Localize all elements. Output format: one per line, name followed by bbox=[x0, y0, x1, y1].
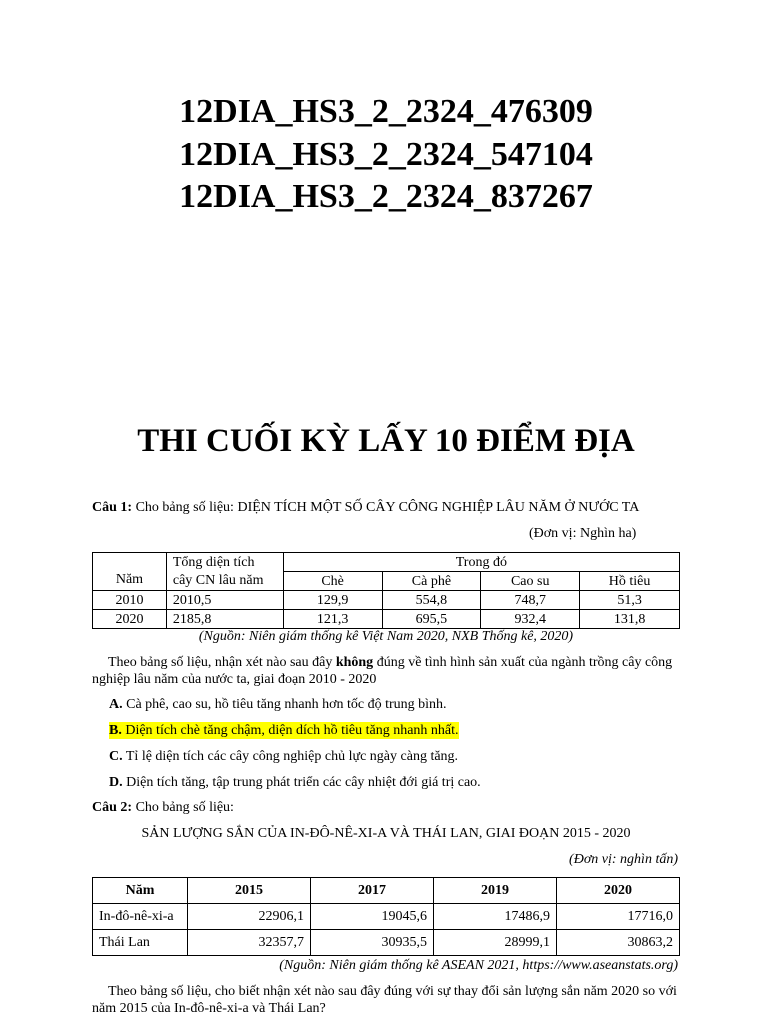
q1-cell: 554,8 bbox=[382, 591, 481, 610]
q1-cell: 932,4 bbox=[481, 610, 580, 629]
q2-cell: 17486,9 bbox=[434, 904, 557, 930]
q1-option-d-text: Diện tích tăng, tập trung phát triển các cây nhiệt đới giá trị cao. bbox=[122, 775, 481, 790]
q1-intro-text: Cho bảng số liệu: bbox=[132, 500, 238, 515]
q2-col-2015: 2015 bbox=[188, 878, 311, 904]
exam-code-1: 12DIA_HS3_2_2324_476309 bbox=[179, 93, 593, 130]
q1-label: Câu 1: bbox=[92, 500, 133, 515]
q1-cell: 51,3 bbox=[580, 591, 680, 610]
table-row bbox=[93, 930, 680, 956]
q2-cell: 28999,1 bbox=[434, 930, 557, 956]
page-title: THI CUỐI KỲ LẤY 10 ĐIỂM ĐỊA bbox=[137, 423, 635, 459]
q2-cell: 22906,1 bbox=[188, 904, 311, 930]
q2-source: (Nguồn: Niên giám thống kê ASEAN 2021, https://www.aseanstats.org) bbox=[279, 958, 678, 973]
q1-subcol-hotieu: Hồ tiêu bbox=[580, 572, 680, 591]
q2-col-2020: 2020 bbox=[556, 878, 679, 904]
q1-col-total-line1: Tổng diện tích bbox=[166, 553, 283, 572]
q1-subcol-caphe: Cà phê bbox=[382, 572, 481, 591]
q1-option-d[interactable] bbox=[109, 774, 481, 791]
q2-cell: 17716,0 bbox=[556, 904, 679, 930]
q1-cell: 131,8 bbox=[580, 610, 680, 629]
q1-cell: 748,7 bbox=[481, 591, 580, 610]
q1-option-a-text: Cà phê, cao su, hồ tiêu tăng nhanh hơn tốc độ trung bình. bbox=[122, 697, 447, 712]
exam-code-2: 12DIA_HS3_2_2324_547104 bbox=[179, 136, 593, 173]
q2-table-header-row bbox=[93, 878, 680, 904]
q1-cell: 129,9 bbox=[283, 591, 382, 610]
q2-intro-text: Cho bảng số liệu: bbox=[132, 800, 234, 815]
q2-row-name: In-đô-nê-xi-a bbox=[93, 904, 188, 930]
q1-stem-bold: không bbox=[335, 655, 374, 670]
q2-cell: 19045,6 bbox=[311, 904, 434, 930]
q2-cell: 30935,5 bbox=[311, 930, 434, 956]
q1-cell-year: 2020 bbox=[93, 610, 167, 629]
q1-option-b-text: Diện tích chè tăng chậm, diện dích hồ tiêu tăng nhanh nhất. bbox=[121, 723, 459, 738]
q1-intro bbox=[92, 499, 639, 516]
q1-stem-part2: đúng về tình hình sản xuất của ngành trồng cây công nghiệp lâu năm của nước ta, giai đoạn 2010 - 2020 bbox=[92, 655, 673, 687]
q2-row-name: Thái Lan bbox=[93, 930, 188, 956]
q2-stem: Theo bảng số liệu, cho biết nhận xét nào sau đây đúng với sự thay đổi sản lượng sắn năm 2020 so với năm 2015 của In-đô-nê-xi-a và Thái Lan? bbox=[92, 984, 677, 1016]
q1-col-group: Trong đó bbox=[283, 553, 679, 572]
q1-option-b[interactable] bbox=[109, 722, 459, 739]
q1-cell: 121,3 bbox=[283, 610, 382, 629]
q1-cell-total: 2185,8 bbox=[166, 610, 283, 629]
q1-option-c-letter: C. bbox=[109, 749, 123, 764]
q1-stem bbox=[92, 654, 684, 688]
q1-col-total-line2: cây CN lâu năm bbox=[166, 572, 283, 591]
q2-intro bbox=[92, 799, 234, 816]
q1-subcol-che: Chè bbox=[283, 572, 382, 591]
q1-table-subheader-row bbox=[93, 572, 680, 591]
q2-col-2017: 2017 bbox=[311, 878, 434, 904]
q2-table-title: SẢN LƯỢNG SẮN CỦA IN-ĐÔ-NÊ-XI-A VÀ THÁI LAN, GIAI ĐOẠN 2015 - 2020 bbox=[141, 826, 631, 841]
q2-table bbox=[92, 877, 680, 956]
q1-source: (Nguồn: Niên giám thống kê Việt Nam 2020, NXB Thống kê, 2020) bbox=[198, 629, 574, 644]
q1-subcol-caosu: Cao su bbox=[481, 572, 580, 591]
q1-cell: 695,5 bbox=[382, 610, 481, 629]
q1-cell-total: 2010,5 bbox=[166, 591, 283, 610]
q1-col-year: Năm bbox=[93, 553, 167, 591]
q1-cell-year: 2010 bbox=[93, 591, 167, 610]
q1-option-c[interactable] bbox=[109, 748, 458, 765]
q2-cell: 32357,7 bbox=[188, 930, 311, 956]
q1-table-header-row bbox=[93, 553, 680, 572]
q1-option-a[interactable] bbox=[109, 696, 447, 713]
q1-option-d-letter: D. bbox=[109, 775, 123, 790]
q2-col-year: Năm bbox=[93, 878, 188, 904]
q1-unit: (Đơn vị: Nghìn ha) bbox=[529, 526, 637, 541]
q1-option-a-letter: A. bbox=[109, 697, 123, 712]
exam-code-3: 12DIA_HS3_2_2324_837267 bbox=[179, 178, 593, 215]
q2-label: Câu 2: bbox=[92, 800, 133, 815]
q2-col-2019: 2019 bbox=[434, 878, 557, 904]
q1-stem-part1: Theo bảng số liệu, nhận xét nào sau đây bbox=[108, 655, 336, 670]
q1-option-b-letter: B. bbox=[109, 723, 122, 738]
q1-table-title: DIỆN TÍCH MỘT SỐ CÂY CÔNG NGHIỆP LÂU NĂM Ở NƯỚC TA bbox=[237, 500, 640, 515]
table-row bbox=[93, 610, 680, 629]
table-row bbox=[93, 591, 680, 610]
q2-unit: (Đơn vị: nghìn tấn) bbox=[569, 852, 678, 867]
q1-table bbox=[92, 552, 680, 629]
q2-cell: 30863,2 bbox=[556, 930, 679, 956]
q1-option-c-text: Tỉ lệ diện tích các cây công nghiệp chủ lực ngày càng tăng. bbox=[122, 749, 459, 764]
table-row bbox=[93, 904, 680, 930]
